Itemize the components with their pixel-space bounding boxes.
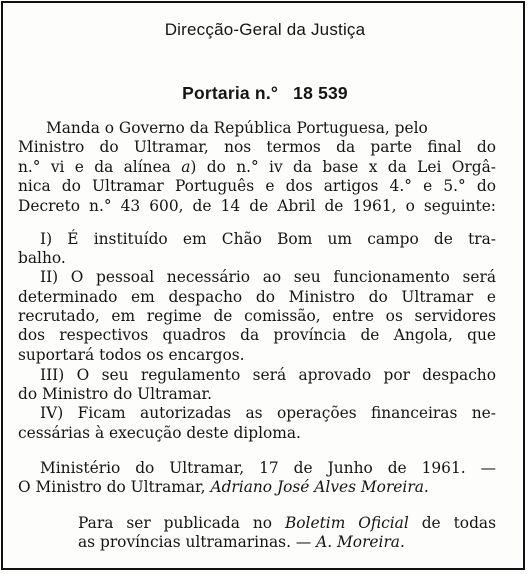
article-line: dos respectivos quadros da província de Angola, que <box>18 326 496 344</box>
article-line: cessárias à execução deste diploma. <box>18 424 301 442</box>
preamble-line: Ministro do Ultramar, nos termos da parte final do <box>18 138 496 156</box>
article-line: IV) Ficam autorizadas as operações financeiras ne- <box>40 404 496 422</box>
closing-place-date: Ministério do Ultramar, 17 de Junho de 1961. — <box>40 459 496 477</box>
signer-prefix: O Ministro do Ultramar, <box>18 478 211 496</box>
article-line: recrutado, em regime de comissão, entre os servidores <box>18 307 496 325</box>
article-line: balho. <box>18 249 66 267</box>
article-line: do Ministro do Ultramar. <box>18 385 213 403</box>
portaria-label: Portaria n.° <box>182 83 284 103</box>
preamble-line: Decreto n.° 43 600, de 14 de Abril de 1961, o seguinte: <box>18 197 496 215</box>
preamble-line: Manda o Governo da República Portuguesa, pelo <box>46 119 428 137</box>
roman-vi: vi <box>50 158 65 176</box>
signer-name: Adriano José Alves Moreira. <box>210 478 429 496</box>
portaria-number: 18 539 <box>293 83 348 103</box>
portaria-heading <box>0 83 530 104</box>
article-line: I) É instituído em Chão Bom um campo de tra- <box>40 230 496 248</box>
preamble-line: n.° vi e da alínea a) do n.° iv da base x da Lei Orgâ- <box>18 158 496 176</box>
publication-line: Para ser publicada no Boletim Oficial de todas <box>78 514 496 532</box>
roman-x: x <box>368 158 378 176</box>
article-line: suportará todos os encargos. <box>18 346 245 364</box>
closing-signature <box>18 478 429 497</box>
publication-line: as províncias ultramarinas. — A. Moreira. <box>78 533 405 551</box>
article-line: determinado em despacho do Ministro do Ultramar e <box>18 288 496 306</box>
roman-iv: iv <box>269 158 283 176</box>
boletim-oficial: Boletim Oficial <box>284 514 409 532</box>
article-line: II) O pessoal necessário ao seu funcionamento será <box>40 268 496 286</box>
publication-signer: A. Moreira. <box>316 533 405 551</box>
department-heading: Direcção-Geral da Justiça <box>164 20 366 39</box>
preamble-line: nica do Ultramar Português e dos artigos 4.° e 5.° do <box>18 177 496 195</box>
article-line: III) O seu regulamento será aprovado por despacho <box>40 366 496 384</box>
